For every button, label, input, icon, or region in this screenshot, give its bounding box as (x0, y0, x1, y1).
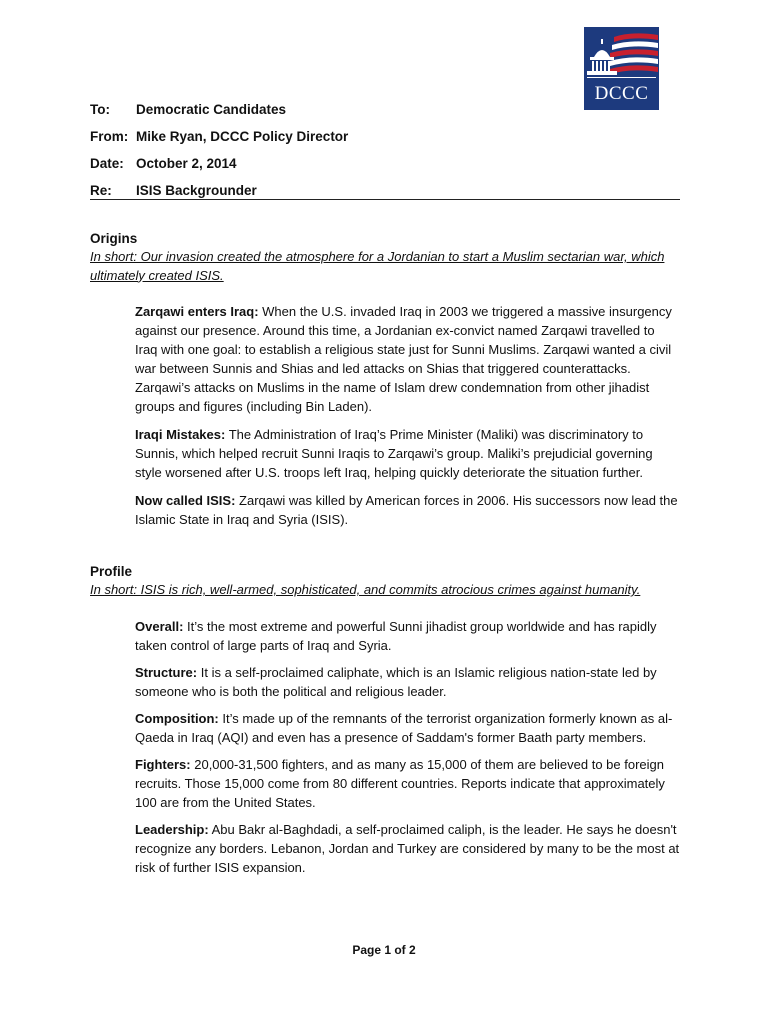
paragraph-item (135, 617, 680, 655)
re-row (90, 181, 680, 208)
section-summary: In short: Our invasion created the atmosphere for a Jordanian to start a Muslim sectarian war, which ultimately created ISIS. (90, 249, 665, 283)
to-value: Democratic Candidates (136, 102, 287, 117)
paragraph-item (135, 425, 680, 482)
item-text: It’s the most extreme and powerful Sunni jihadist group worldwide and has rapidly taken control of large parts of Iraq and Syria. (135, 618, 657, 653)
memo-header (90, 100, 680, 208)
to-row (90, 100, 680, 127)
paragraph-item (135, 755, 680, 812)
item-label: Leadership: (135, 821, 209, 837)
date-row (90, 154, 680, 181)
paragraph-item (135, 663, 680, 701)
header-divider (90, 199, 680, 200)
origins-section (90, 230, 690, 529)
item-text: It is a self-proclaimed caliphate, which is an Islamic religious nation-state led by someone who is both the political and religious leader. (135, 664, 657, 699)
section-title: Profile (90, 564, 133, 579)
item-label: Overall: (135, 618, 184, 634)
re-value: ISIS Backgrounder (136, 183, 257, 198)
item-label: Composition: (135, 710, 219, 726)
item-label: Now called ISIS: (135, 493, 236, 508)
paragraph-item (135, 302, 680, 416)
date-value: October 2, 2014 (136, 156, 237, 171)
item-label: Fighters: (135, 756, 191, 772)
item-text: Abu Bakr al-Baghdadi, a self-proclaimed caliph, is the leader. He says he doesn't recognize any borders. Lebanon, Jordan and Turkey are considered by many to be the most at risk of further ISIS expansion. (135, 821, 680, 875)
re-label: Re: (90, 183, 112, 198)
date-label: Date: (90, 156, 124, 171)
item-label: Structure: (135, 664, 198, 680)
item-label: Iraqi Mistakes: (135, 427, 226, 442)
profile-section (90, 563, 690, 877)
section-title: Origins (90, 231, 138, 246)
paragraph-item (135, 820, 680, 877)
item-text: It’s made up of the remnants of the terrorist organization formerly known as al-Qaeda in Iraq (AQI) and even has a presence of Saddam's former Baath party members. (135, 710, 673, 745)
from-value: Mike Ryan, DCCC Policy Director (136, 129, 349, 144)
item-text: Zarqawi was killed by American forces in 2006. His successors now lead the Islamic State in Iraq and Syria (ISIS). (135, 493, 678, 527)
item-text: The Administration of Iraq’s Prime Minister (Maliki) was discriminatory to Sunnis, which helped recruit Sunni Iraqis to Zarqawi’s group. Maliki’s prejudicial governing style worsened after U.S. troops left Iraq, helping quickly deteriorate the situation further. (135, 427, 653, 480)
item-text: 20,000-31,500 fighters, and as many as 15,000 of them are believed to be foreign recruits. Those 15,000 come from 80 different countries. Reports indicate that approximately 100 are from the United States. (135, 756, 665, 810)
logo-text: DCCC (594, 83, 649, 104)
profile-items (135, 617, 680, 877)
paragraph-item (135, 709, 680, 747)
from-row (90, 127, 680, 154)
origins-items (135, 302, 680, 529)
page-number: Page 1 of 2 (352, 943, 416, 957)
item-label: Zarqawi enters Iraq: (135, 304, 259, 319)
from-label: From: (90, 129, 129, 144)
item-text: When the U.S. invaded Iraq in 2003 we triggered a massive insurgency against our presence. Around this time, a Jordanian ex-convict named Zarqawi travelled to Iraq with one goal: to establish a religious state just for Sunni Muslims. Zarqawi wanted a civil war between Sunnis and Shias and led attacks on Shias that triggered counterattacks. Zarqawi’s attacks on Muslims in the name of Islam drew condemnation from other jihadist groups and figures (including Bin Laden). (135, 304, 672, 414)
dccc-logo (584, 27, 659, 110)
to-label: To: (90, 102, 110, 117)
section-summary: In short: ISIS is rich, well-armed, sophisticated, and commits atrocious crimes against humanity. (90, 582, 641, 597)
paragraph-item (135, 491, 680, 529)
